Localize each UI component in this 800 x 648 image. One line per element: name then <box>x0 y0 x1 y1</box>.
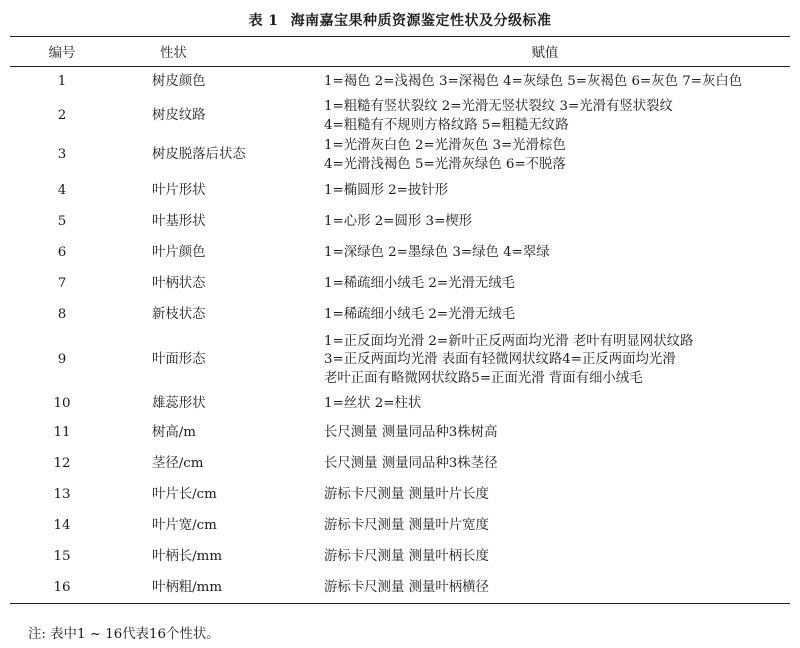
row-value <box>300 449 790 480</box>
row-value-line: 1=椭圆形 2=披针形 <box>324 182 449 198</box>
row-trait: 树皮颜色 <box>152 74 206 89</box>
header-value: 赋值 <box>531 46 559 61</box>
row-number: 9 <box>57 352 67 368</box>
table-body <box>10 67 790 604</box>
row-trait: 叶基形状 <box>152 213 206 229</box>
row-number: 3 <box>57 147 67 163</box>
table-row <box>10 269 790 300</box>
row-value-line: 1=稀疏细小绒毛 2=光滑无绒毛 <box>324 275 516 291</box>
row-value <box>300 542 790 573</box>
table-row <box>10 207 790 238</box>
row-value <box>300 67 790 98</box>
row-trait: 树皮脱落后状态 <box>152 147 246 163</box>
row-number: 6 <box>57 244 67 260</box>
row-number: 5 <box>57 213 67 229</box>
row-value <box>300 98 790 136</box>
row-value-line: 1=褐色 2=浅褐色 3=深褐色 4=灰绿色 5=灰褐色 6=灰色 7=灰白色 <box>324 74 743 89</box>
row-number: 11 <box>53 424 71 440</box>
row-trait: 茎径/cm <box>152 455 204 471</box>
row-value <box>300 136 790 176</box>
row-number: 8 <box>57 306 67 322</box>
row-value-line: 1=光滑灰白色 2=光滑灰色 3=光滑棕色 <box>324 138 566 153</box>
table-row <box>10 67 790 98</box>
table-row <box>10 449 790 480</box>
row-value-line: 1=深绿色 2=墨绿色 3=绿色 4=翠绿 <box>324 244 550 260</box>
row-value-line: 长尺测量 测量同品种3株茎径 <box>324 455 498 471</box>
table-row <box>10 331 790 391</box>
header-number: 编号 <box>48 46 76 61</box>
row-value <box>300 511 790 542</box>
row-number: 14 <box>53 517 71 533</box>
row-number: 13 <box>53 486 71 502</box>
row-value-line: 1=心形 2=圆形 3=楔形 <box>324 213 473 229</box>
table-row <box>10 391 790 418</box>
row-trait: 叶片长/cm <box>152 486 217 502</box>
row-value-line: 长尺测量 测量同品种3株树高 <box>324 424 498 440</box>
row-value <box>300 418 790 449</box>
row-trait: 雄蕊形状 <box>152 395 206 411</box>
table-row <box>10 573 790 604</box>
row-value <box>300 480 790 511</box>
row-value <box>300 573 790 604</box>
row-number: 2 <box>57 108 67 124</box>
table-header <box>10 37 790 67</box>
table-row <box>10 300 790 331</box>
row-number: 16 <box>53 579 71 595</box>
row-value <box>300 269 790 300</box>
table-caption-title: 海南嘉宝果种质资源鉴定性状及分级标准 <box>290 13 552 29</box>
row-number: 4 <box>57 182 67 198</box>
row-value-line: 1=粗糙有竖状裂纹 2=光滑无竖状裂纹 3=光滑有竖状裂纹 <box>324 99 673 114</box>
row-number: 7 <box>57 275 67 291</box>
row-value-line: 3=正反两面均光滑 表面有轻微网状纹路4=正反两面均光滑 <box>324 352 676 368</box>
row-value <box>300 391 790 418</box>
row-trait: 树皮纹路 <box>152 108 206 124</box>
table-row <box>10 480 790 511</box>
row-value-line: 1=正反面均光滑 2=新叶正反两面均光滑 老叶有明显网状纹路 <box>324 333 694 349</box>
row-trait: 叶片形状 <box>152 182 206 198</box>
row-trait: 叶柄长/mm <box>152 548 223 564</box>
row-number: 12 <box>53 455 71 471</box>
row-value-line: 游标卡尺测量 测量叶片长度 <box>324 486 489 502</box>
table-row <box>10 238 790 269</box>
row-trait: 叶片宽/cm <box>152 517 217 533</box>
header-trait: 性状 <box>160 46 187 61</box>
row-value-line: 1=稀疏细小绒毛 2=光滑无绒毛 <box>324 306 516 322</box>
row-number: 1 <box>57 74 67 89</box>
table-row <box>10 418 790 449</box>
table-row <box>10 511 790 542</box>
row-value <box>300 331 790 391</box>
row-value-line: 游标卡尺测量 测量叶片宽度 <box>324 517 489 533</box>
row-value-line: 4=粗糙有不规则方格纹路 5=粗糙无纹路 <box>324 117 569 133</box>
row-trait: 叶面形态 <box>152 352 206 368</box>
table-row <box>10 136 790 176</box>
trait-table <box>10 36 790 604</box>
table-row <box>10 98 790 136</box>
row-value <box>300 300 790 331</box>
row-value-line: 4=光滑浅褐色 5=光滑灰绿色 6=不脱落 <box>324 156 566 172</box>
row-value-line: 游标卡尺测量 测量叶柄长度 <box>324 548 489 564</box>
row-value-line: 游标卡尺测量 测量叶柄横径 <box>324 579 489 595</box>
row-trait: 新枝状态 <box>152 306 206 322</box>
table-header-row <box>10 37 790 67</box>
row-trait: 叶柄状态 <box>152 275 206 291</box>
row-value-line: 老叶正面有略微网状纹路5=正面光滑 背面有细小绒毛 <box>324 370 643 386</box>
row-value <box>300 238 790 269</box>
table-caption <box>0 10 800 30</box>
row-number: 10 <box>53 395 71 411</box>
row-value <box>300 176 790 207</box>
row-number: 15 <box>53 548 71 564</box>
table-caption-label: 表 1 <box>248 13 279 29</box>
row-value-line: 1=丝状 2=柱状 <box>324 395 422 411</box>
row-trait: 叶片颜色 <box>152 244 206 260</box>
row-trait: 树高/m <box>152 424 196 440</box>
table-note: 注: 表中1 ~ 16代表16个性状。 <box>28 627 220 642</box>
table-row <box>10 542 790 573</box>
table-row <box>10 176 790 207</box>
row-value <box>300 207 790 238</box>
row-trait: 叶柄粗/mm <box>152 579 223 595</box>
